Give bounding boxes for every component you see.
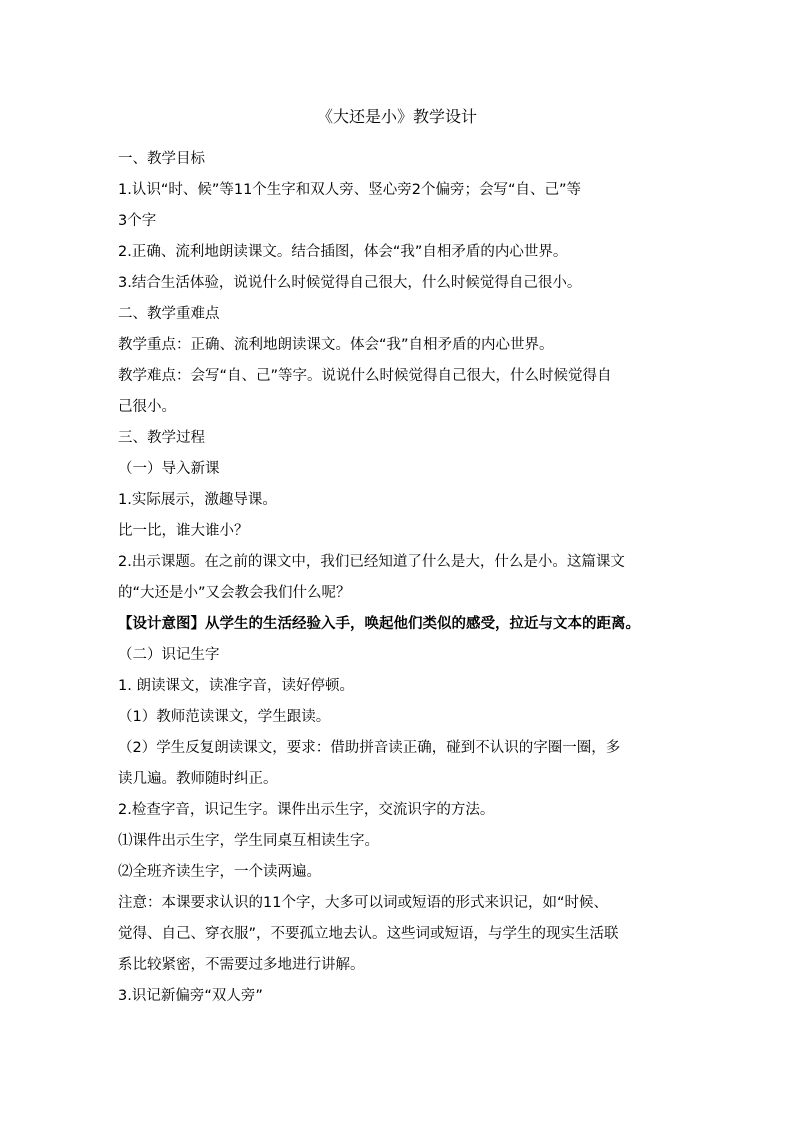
subsection-heading: （一）导入新课 (118, 461, 220, 477)
paragraph-line: 的“大还是小”又会教会我们什么呢？ (118, 585, 351, 601)
paragraph-line: 觉得、自己、穿衣服”，不要孤立地去认。这些词或短语，与学生的现实生活联 (118, 926, 619, 942)
paragraph-line: 1.实际展示，激趣导课。 (118, 492, 277, 508)
paragraph-line: 3.结合生活体验，说说什么时候觉得自己很大，什么时候觉得自己很小。 (118, 275, 582, 291)
paragraph-line: 2.检查字音，识记生字。课件出示生字，交流识字的方法。 (118, 802, 495, 818)
design-intent-line: 【设计意图】从学生的生活经验入手，唤起他们类似的感受，拉近与文本的距离。 (118, 616, 640, 632)
paragraph-line: 读几遍。教师随时纠正。 (118, 771, 278, 787)
paragraph-line: 2.出示课题。在之前的课文中，我们已经知道了什么是大，什么是小。这篇课文 (118, 554, 625, 570)
document-body (118, 144, 678, 1012)
paragraph-line: 1. 朗读课文，读准字音，读好停顿。 (118, 678, 354, 694)
section-heading: 一、教学目标 (118, 151, 205, 167)
section-heading: 三、教学过程 (118, 430, 205, 446)
document-title: 《大还是小》教学设计 (316, 107, 477, 126)
section-heading: 二、教学重难点 (118, 306, 220, 322)
subsection-heading: （二）识记生字 (118, 647, 220, 663)
paragraph-line: 己很小。 (118, 399, 176, 415)
paragraph-line: 1.认识“时、候”等11个生字和双人旁、竖心旁2个偏旁；会写“自、己”等 (118, 182, 582, 198)
paragraph-line: ⑵全班齐读生字，一个读两遍。 (118, 864, 321, 880)
paragraph-line: 教学难点：会写“自、己”等字。说说什么时候觉得自己很大，什么时候觉得自 (118, 368, 612, 384)
paragraph-line: 3个字 (118, 213, 157, 229)
paragraph-line: （1）教师范读课文，学生跟读。 (118, 709, 331, 725)
paragraph-line: 注意：本课要求认识的11个字，大多可以词或短语的形式来识记，如“时候、 (118, 895, 608, 911)
paragraph-line: 系比较紧密，不需要过多地进行讲解。 (118, 957, 365, 973)
paragraph-line: 比一比，谁大谁小？ (118, 523, 249, 539)
paragraph-line: （2）学生反复朗读课文，要求：借助拼音读正确，碰到不认识的字圈一圈，多 (118, 740, 621, 756)
paragraph-line: 3.识记新偏旁“双人旁” (118, 988, 263, 1004)
paragraph-line: ⑴课件出示生字，学生同桌互相读生字。 (118, 833, 379, 849)
paragraph-line: 教学重点：正确、流利地朗读课文。体会“我”自相矛盾的内心世界。 (118, 337, 554, 353)
paragraph-line: 2.正确、流利地朗读课文。结合插图，体会“我”自相矛盾的内心世界。 (118, 244, 568, 260)
